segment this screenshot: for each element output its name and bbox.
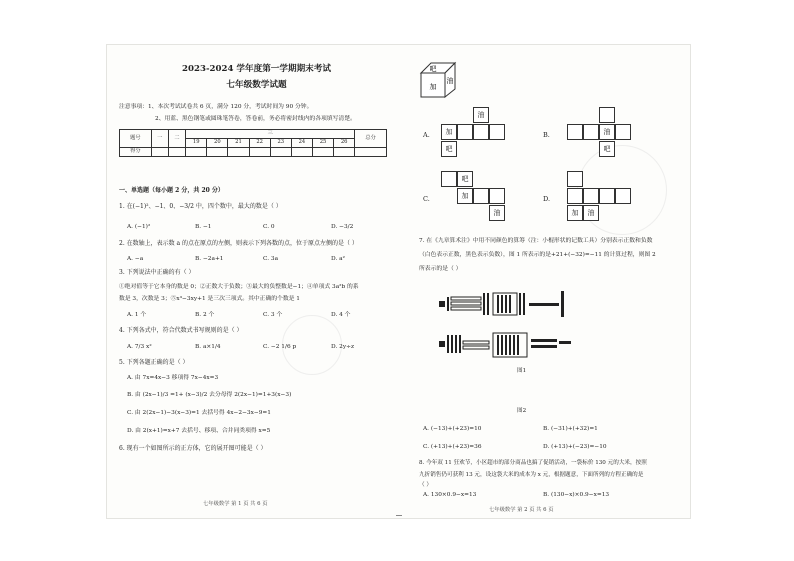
net-c-label[interactable]: C.	[423, 195, 430, 203]
net-a-cell: 加	[441, 124, 457, 140]
score-cell[interactable]	[151, 148, 168, 157]
net-b-cell	[583, 124, 599, 140]
exam-sheet	[106, 44, 691, 519]
q8-body-2: （ ）	[419, 482, 432, 488]
score-cell[interactable]	[355, 148, 387, 157]
q7-option-c[interactable]: C. (+13)+(+23)=36	[423, 444, 482, 450]
score-cell[interactable]	[186, 148, 207, 157]
net-c-cell	[441, 171, 457, 187]
question-4: 4. 下列各式中，符合代数式书写规则的是（ ）	[119, 327, 243, 334]
score-col: 20	[207, 139, 228, 148]
score-cell[interactable]	[228, 148, 249, 157]
q3-option-d[interactable]: D. 4 个	[331, 312, 351, 318]
question-6: 6. 现有一个如图所示的正方体，它的展开图可能是（ ）	[119, 445, 267, 452]
q3-option-c[interactable]: C. 3 个	[263, 312, 283, 318]
score-col: 21	[228, 139, 249, 148]
net-d-cell	[567, 188, 583, 204]
net-d-label[interactable]: D.	[543, 195, 551, 203]
q4-option-a[interactable]: A. 7/3 x²	[127, 344, 152, 350]
net-a-cell: 油	[473, 107, 489, 123]
net-c-cell: 加	[457, 188, 473, 204]
cube-side-label: 油	[446, 77, 454, 85]
question-8: 8. 今年双 11 狂欢节，小区超市的部分商品也搞了促销活动，一袋标价 130 元的大米，按照	[419, 460, 647, 466]
score-col: 26	[334, 139, 355, 148]
q3-body-2: 数是 3，次数是 3；⑤x³−3xy+1 是三次三项式。其中正确的个数是 1	[119, 296, 300, 302]
rod-figure-1	[439, 291, 564, 317]
q1-option-a[interactable]: A. (−1)²	[127, 224, 151, 230]
net-c-cell: 吧	[457, 171, 473, 187]
question-3: 3. 下列说法中正确的有（ ）	[119, 269, 195, 276]
figure-2-caption: 图2	[517, 408, 527, 414]
cube-front-label: 加	[429, 83, 437, 91]
score-table	[119, 129, 387, 157]
q2-option-d[interactable]: D. a²	[331, 256, 345, 262]
question-5: 5. 下列各题正确的是（ ）	[119, 359, 189, 366]
score-header-total: 总分	[355, 130, 387, 148]
net-d-cell	[567, 171, 583, 187]
q3-option-b[interactable]: B. 2 个	[195, 312, 215, 318]
exam-title: 2023-2024 学年度第一学期期末考试	[182, 64, 331, 74]
score-cell[interactable]	[168, 148, 185, 157]
score-header-1: 一	[151, 130, 168, 148]
net-d-cell: 加	[567, 205, 583, 221]
score-cell[interactable]	[207, 148, 228, 157]
question-2: 2. 在数轴上，表示数 a 的点在原点的左侧，则表示下列各数的点，位于原点左侧的是（ ）	[119, 240, 358, 247]
q7-body-2: 所表示的是（ ）	[419, 266, 462, 272]
score-header-2: 二	[168, 130, 185, 148]
q8-body: 九折销售仍可获利 13 元，设这袋大米的成本为 x 元，根据题意，下面所列的方程正确的是	[419, 472, 644, 478]
net-c-cell	[489, 188, 505, 204]
net-b-cell	[615, 124, 631, 140]
q1-option-c[interactable]: C. 0	[263, 224, 275, 230]
score-col: 19	[186, 139, 207, 148]
score-col: 25	[312, 139, 333, 148]
q1-option-b[interactable]: B. −1	[195, 224, 212, 230]
score-cell[interactable]	[249, 148, 270, 157]
net-a-cell: 吧	[441, 141, 457, 157]
page-footer-1: 七年级数学 第 1 页 共 6 页	[203, 501, 268, 507]
score-col: 24	[291, 139, 312, 148]
q5-option-a[interactable]: A. 由 7x=4x−3 移项得 7x−4x=3	[127, 375, 219, 381]
q4-option-c[interactable]: C. −2 1/6 p	[263, 344, 297, 350]
score-header-label: 题号	[120, 130, 152, 148]
net-b-cell	[599, 107, 615, 123]
q2-option-b[interactable]: B. −2a+1	[195, 256, 224, 262]
counting-rod-figure	[439, 285, 609, 380]
page-footer-2: 七年级数学 第 2 页 共 6 页	[489, 507, 554, 513]
net-c-cell: 油	[489, 205, 505, 221]
score-col: 23	[270, 139, 291, 148]
net-d-cell	[599, 188, 615, 204]
net-b-label[interactable]: B.	[543, 131, 550, 139]
q7-body: （白色表示正数，黑色表示负数），图 1 所表示的是+21+(−32)=−11 的计算过程，则图 2	[419, 252, 656, 258]
net-a-cell	[457, 124, 473, 140]
rod-figure-2	[439, 333, 571, 357]
notice	[119, 103, 394, 128]
q4-option-d[interactable]: D. 2y÷z	[331, 344, 355, 350]
q7-option-b[interactable]: B. (−31)+(+32)=1	[543, 426, 598, 432]
net-d-cell	[615, 188, 631, 204]
q7-option-a[interactable]: A. (−13)+(+23)=10	[423, 426, 482, 432]
net-a-cell	[473, 124, 489, 140]
net-b-cell	[567, 124, 583, 140]
notice-line-1: 注意事项：1、本次考试试卷共 6 页，满分 120 分，考试时间为 90 分钟。	[119, 104, 313, 110]
net-b-cell: 油	[599, 124, 615, 140]
question-1: 1. 在(−1)²、−1、0、−3/2 中，四个数中，最大的数是（ ）	[119, 203, 282, 210]
cube-figure	[419, 59, 459, 99]
q3-body-1: ①绝对值等于它本身的数是 0；②正数大于负数；③最大的负整数是−1；④单项式 3a²b 的系	[119, 284, 359, 290]
exam-subtitle: 七年级数学试题	[226, 80, 287, 90]
score-header-3: 三	[186, 130, 355, 139]
net-d-cell	[583, 188, 599, 204]
notice-line-2: 2、用蓝、黑色钢笔或圆珠笔答卷，答卷前，务必将密封线内的各项填写清楚。	[155, 116, 356, 123]
net-b-cell: 吧	[599, 141, 615, 157]
score-cell[interactable]	[291, 148, 312, 157]
score-col: 22	[249, 139, 270, 148]
score-cell[interactable]	[312, 148, 333, 157]
q3-option-a[interactable]: A. 1 个	[127, 312, 147, 318]
section-heading: 一、单选题（每小题 2 分，共 20 分）	[119, 187, 224, 194]
net-c-cell	[473, 188, 489, 204]
q2-option-c[interactable]: C. 3a	[263, 256, 279, 262]
center-fold-mark	[396, 515, 402, 516]
score-row-label: 得分	[120, 148, 152, 157]
score-cell[interactable]	[334, 148, 355, 157]
q8-option-a[interactable]: A. 130×0.9−x=13	[423, 492, 477, 498]
net-a-cell	[489, 124, 505, 140]
q7-option-d[interactable]: D. (+13)+(−23)=−10	[543, 444, 607, 450]
q5-option-d[interactable]: D. 由 2(x+1)=x+7 去括号、移项、合并同类项得 x=5	[127, 428, 271, 434]
figure-1-caption: 图1	[517, 368, 527, 374]
net-d-cell: 油	[583, 205, 599, 221]
score-cell[interactable]	[270, 148, 291, 157]
net-a-label[interactable]: A.	[423, 131, 430, 139]
q5-option-b[interactable]: B. 由 (2x−1)/3 =1+ (x−3)/2 去分母得 2(2x−1)=1+3(x−3)	[127, 392, 292, 398]
q2-option-a[interactable]: A. −a	[127, 256, 144, 262]
q8-option-b[interactable]: B. (130−x)×0.9−x=13	[543, 492, 610, 498]
q1-option-d[interactable]: D. −3/2	[331, 224, 354, 230]
cube-top-label: 吧	[429, 65, 437, 73]
question-7: 7. 在《九章算术注》中用不同颜色的算筹（注：小棍形状的记数工具）分别表示正数和负数	[419, 238, 653, 244]
q4-option-b[interactable]: B. a×1/4	[195, 344, 221, 350]
q5-option-c[interactable]: C. 由 2(2x−1)−3(x−3)=1 去括号得 4x−2−3x−9=1	[127, 410, 271, 416]
